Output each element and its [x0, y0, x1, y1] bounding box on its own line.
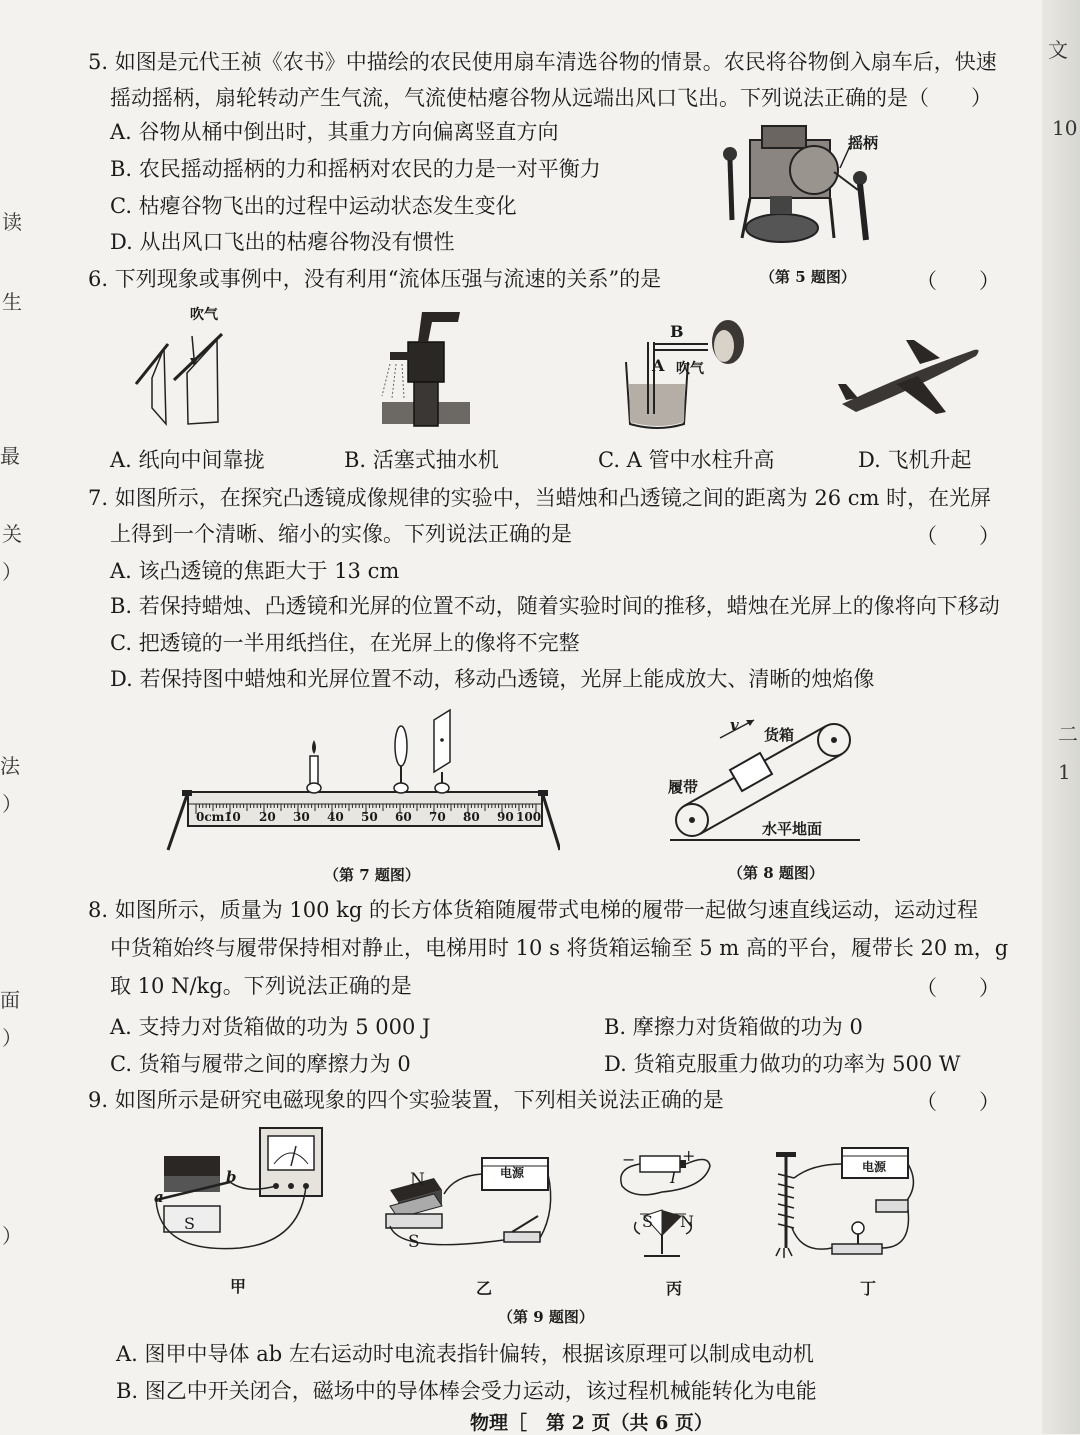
q7-stem-line2: 上得到一个清晰、缩小的实像。下列说法正确的是 — [110, 522, 572, 546]
margin-left-char: 最 — [0, 444, 20, 468]
margin-right-char: 文 — [1048, 38, 1068, 62]
q9-fig-yi — [380, 1150, 560, 1260]
ruler-tick-20: 20 — [259, 810, 276, 824]
binding-strip — [1042, 0, 1080, 1434]
q9-label-jia: 甲 — [230, 1277, 247, 1296]
q6-tube-b-label: B — [670, 322, 684, 341]
page-footer: 物理［ 第 2 页（共 6 页） — [470, 1412, 713, 1434]
margin-left-char: 读 — [2, 210, 22, 234]
ruler-tick-10: 10 — [224, 810, 241, 824]
q6-airplane-figure — [836, 334, 984, 420]
q8-belt-label: 履带 — [668, 778, 699, 796]
q9-fig-ding — [772, 1144, 932, 1274]
margin-left-char: 法 — [0, 754, 20, 778]
q9-label-ding: 丁 — [860, 1279, 877, 1298]
q6-option-c: C. A 管中水柱升高 — [598, 448, 775, 472]
q7-option-c: C. 把透镜的一半用纸挡住，在光屏上的像将不完整 — [110, 631, 580, 655]
ruler-tick-80: 80 — [463, 810, 480, 824]
q7-option-d: D. 若保持图中蜡烛和光屏位置不动，移动凸透镜，光屏上能成放大、清晰的烛焰像 — [110, 667, 875, 691]
q6-answer-paren: （ ） — [916, 269, 1000, 293]
q8-option-d: D. 货箱克服重力做功的功率为 500 W — [604, 1052, 961, 1076]
margin-left-char: ） — [2, 560, 22, 584]
q9-ding-power-label: 电源 — [862, 1160, 887, 1174]
ruler-tick-70: 70 — [429, 810, 446, 824]
q9-bing-plus-label: + — [682, 1146, 696, 1165]
ruler-tick-30: 30 — [293, 810, 310, 824]
q9-bing-n-label: N — [680, 1212, 694, 1231]
q8-option-a: A. 支持力对货箱做的功为 5 000 J — [110, 1015, 431, 1039]
q7-answer-paren: （ ） — [916, 524, 1000, 548]
ruler-tick-0: 0cm — [196, 810, 225, 824]
q5-option-d: D. 从出风口飞出的枯瘪谷物没有惯性 — [110, 230, 455, 254]
q6-blow-label-2: 吹气 — [676, 361, 704, 377]
q6-stem: 6. 下列现象或事例中，没有利用“流体压强与流速的关系”的是 — [88, 267, 662, 291]
q5-crank-label: 摇柄 — [848, 134, 879, 152]
q6-option-d: D. 飞机升起 — [858, 448, 972, 472]
q9-option-a: A. 图甲中导体 ab 左右运动时电流表指针偏转，根据该原理可以制成电动机 — [116, 1342, 814, 1366]
q7-option-a: A. 该凸透镜的焦距大于 13 cm — [110, 559, 400, 583]
q8-option-c: C. 货箱与履带之间的摩擦力为 0 — [110, 1052, 411, 1076]
margin-left-char: ） — [2, 1224, 22, 1248]
q9-caption: （第 9 题图） — [498, 1308, 594, 1326]
ruler-tick-50: 50 — [361, 810, 378, 824]
q5-stem-line2: 摇动摇柄，扇轮转动产生气流，气流使枯瘪谷物从远端出风口飞出。下列说法正确的是（ ） — [110, 86, 992, 110]
q8-option-b: B. 摩擦力对货箱做的功为 0 — [604, 1015, 863, 1039]
q8-box-label: 货箱 — [764, 726, 795, 744]
q6-option-b: B. 活塞式抽水机 — [344, 448, 499, 472]
q8-velocity-label: v — [730, 716, 739, 734]
q5-option-c: C. 枯瘪谷物飞出的过程中运动状态发生变化 — [110, 194, 517, 218]
q7-stem-line1: 7. 如图所示，在探究凸透镜成像规律的实验中，当蜡烛和凸透镜之间的距离为 26 cm 时，在光屏 — [88, 486, 992, 510]
margin-left-char: ） — [2, 1026, 22, 1050]
q5-option-a: A. 谷物从桶中倒出时，其重力方向偏离竖直方向 — [110, 120, 559, 144]
margin-left-char: ） — [2, 792, 22, 816]
q8-ground-label: 水平地面 — [762, 820, 823, 838]
q8-caption: （第 8 题图） — [728, 864, 824, 882]
ruler-tick-40: 40 — [327, 810, 344, 824]
q9-yi-s-label: S — [408, 1232, 420, 1252]
q9-option-b: B. 图乙中开关闭合，磁场中的导体棒会受力运动，该过程机械能转化为电能 — [116, 1379, 817, 1403]
q5-option-b: B. 农民摇动摇柄的力和摇柄对农民的力是一对平衡力 — [110, 157, 601, 181]
q9-jia-s-label: S — [184, 1214, 195, 1233]
q6-paper-figure — [132, 318, 242, 428]
q9-bing-minus-label: − — [622, 1150, 636, 1169]
q8-answer-paren: （ ） — [916, 976, 1000, 1000]
q7-option-b: B. 若保持蜡烛、凸透镜和光屏的位置不动，随着实验时间的推移，蜡烛在光屏上的像将向下移动 — [110, 594, 1000, 618]
q8-stem-line3: 取 10 N/kg。下列说法正确的是 — [110, 974, 412, 998]
ruler-tick-60: 60 — [395, 810, 412, 824]
q9-stem: 9. 如图所示是研究电磁现象的四个实验装置，下列相关说法正确的是 — [88, 1088, 724, 1112]
ruler-tick-100: 100 — [516, 810, 542, 824]
q9-yi-n-label: N — [410, 1170, 425, 1190]
q9-yi-power-label: 电源 — [500, 1166, 525, 1180]
q9-bing-current-label: I — [670, 1168, 677, 1187]
margin-left-char: 关 — [2, 522, 22, 546]
q6-tube-a-label: A — [652, 356, 665, 375]
q7-caption: （第 7 题图） — [324, 866, 420, 884]
q5-stem-line1: 5. 如图是元代王祯《农书》中描绘的农民使用扇车清选谷物的情景。农民将谷物倒入扇车后，快速 — [88, 50, 997, 74]
q9-answer-paren: （ ） — [916, 1090, 1000, 1114]
margin-right-char: 10 — [1052, 116, 1078, 140]
q9-bing-s-label: S — [642, 1212, 653, 1231]
q6-option-a: A. 纸向中间靠拢 — [110, 448, 265, 472]
q9-label-bing: 丙 — [666, 1279, 683, 1298]
q8-stem-line2: 中货箱始终与履带保持相对静止，电梯用时 10 s 将货箱运输至 5 m 高的平台，履带长 20 m，g — [110, 936, 1009, 960]
margin-left-char: 生 — [2, 290, 22, 314]
q9-jia-b-label: b — [226, 1168, 237, 1186]
q5-caption: （第 5 题图） — [760, 268, 856, 286]
q9-fig-jia — [150, 1124, 346, 1260]
q9-label-yi: 乙 — [476, 1279, 493, 1298]
q6-blow-label: 吹气 — [190, 307, 218, 323]
q8-stem-line1: 8. 如图所示，质量为 100 kg 的长方体货箱随履带式电梯的履带一起做匀速直线运动，运动过程 — [88, 898, 978, 922]
margin-right-char: 1 — [1058, 760, 1071, 784]
q7-optical-bench-figure — [160, 706, 560, 856]
ruler-tick-90: 90 — [497, 810, 514, 824]
q9-jia-a-label: a — [154, 1188, 164, 1206]
margin-right-char: 二 — [1058, 722, 1078, 746]
q6-pump-figure — [376, 306, 476, 430]
margin-left-char: 面 — [0, 988, 20, 1012]
